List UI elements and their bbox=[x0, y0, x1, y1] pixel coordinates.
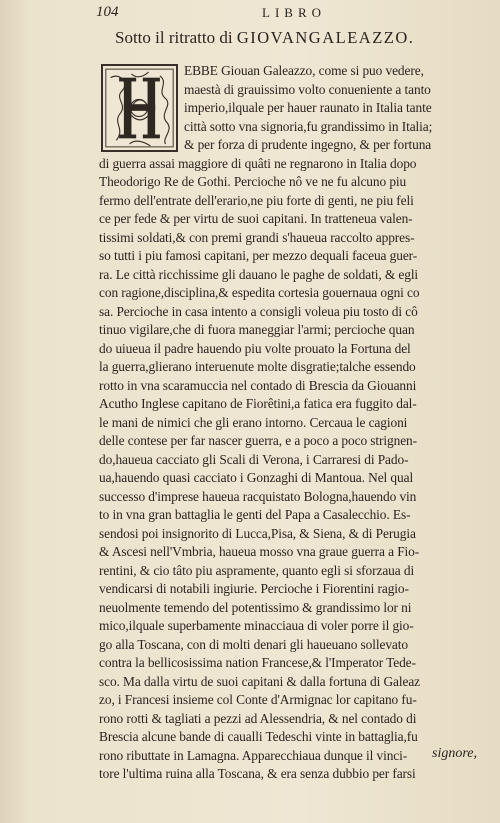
running-head bbox=[0, 4, 500, 24]
text-line: so tutti i piu famosi capitani, per mezzo dequali faceua guer- bbox=[99, 248, 418, 263]
text-line: mico,ilquale superbamente minacciaua di voler porre il gio- bbox=[99, 618, 414, 633]
text-line: EBBE Giouan Galeazzo, come si puo vedere, bbox=[184, 63, 424, 78]
text-line: tissimi soldati,& con premi grandi s'haueua raccolto appres- bbox=[99, 229, 415, 245]
text-line: ua,hauendo quasi cacciato i Gonzaghi di Mantoua. Nel qual bbox=[99, 470, 414, 485]
text-line: Theodorigo Re de Gothi. Percioche nô ve ne fu alcuno piu bbox=[99, 174, 407, 189]
text-line: go alla Toscana, con di molti denari gli haueuano sollevato bbox=[99, 636, 408, 652]
text-line: neuolmente temendo del potentissimo & grandissimo lor ni bbox=[99, 599, 412, 615]
text-line: le mani de nimici che gli erano intorno. Cercaua le cagioni bbox=[99, 414, 408, 430]
text-line: rentini, & cio tâto piu aspramente, quanto egli si sforzaua di bbox=[99, 562, 415, 578]
text-line: sa. Percioche in casa intento a consigli voleua piu tosto di cô bbox=[99, 303, 418, 319]
text-line: to in vna gran battaglia le genti del Papa a Casalecchio. Es- bbox=[99, 507, 411, 522]
text-line: di guerra assai maggiore di quâti ne regnarono in Italia dopo bbox=[99, 155, 417, 171]
text-line: & Ascesi nell'Vmbria, haueua mosso vna graue guerra a Fio- bbox=[99, 544, 420, 559]
text-line: rono rotti & tagliati a pezzi ad Alessendria, & nel contado di bbox=[99, 710, 417, 726]
text-line: zo, i Francesi insieme col Conte d'Armignac lor capitano fu- bbox=[99, 692, 417, 707]
text-line: successo d'imprese haueua racquistato Bologna,hauendo vin bbox=[99, 488, 417, 504]
section-title-prefix: Sotto il ritratto di bbox=[115, 28, 237, 47]
text-line: la guerra,glierano interuenute molte disgratie;talche essendo bbox=[99, 359, 416, 374]
text-line: vendicarsi di notabili ingiurie. Percioche i Fiorentini ragio- bbox=[99, 581, 409, 596]
text-line: do uiueua il padre hauendo piu volte prouato la Fortuna del bbox=[99, 340, 411, 356]
text-line: sco. Ma dalla virtu de suoi capitani & dalla fortuna di Galeaz bbox=[99, 673, 421, 689]
text-line: con ragione,disciplina,& espedita cortesia gouernaua ogni co bbox=[99, 285, 420, 300]
text-line: Acutho Inglese capitano de Fiorêtini,a fatica era fuggito dal- bbox=[99, 396, 417, 411]
text-line: ra. Le città ricchissime gli dauano le paghe de soldati, & egli bbox=[99, 266, 419, 282]
text-line: rotto in vna scaramuccia nel contado di Brescia da Giouanni bbox=[99, 377, 417, 393]
running-title: LIBRO bbox=[262, 5, 326, 20]
text-line: tore l'ultima ruina alla Toscana, & era senza dubbio per farsi bbox=[99, 766, 416, 781]
page-number: 104 bbox=[96, 4, 119, 20]
text-line: tinuo vigilare,che di fuora maneggiar l'armi; percioche quan bbox=[99, 322, 415, 337]
text-line: maestà di grauissimo volto conueniente a tanto bbox=[184, 81, 431, 97]
text-line: città sotto vna signoria,fu grandissimo in Italia; bbox=[184, 118, 433, 134]
section-title-name: GIOVANGALEAZZO. bbox=[236, 28, 415, 47]
text-line: imperio,ilquale per hauer raunato in Italia tante bbox=[184, 100, 432, 115]
text-line: ce per fede & per virtu de suoi capitani. In tratteneua valen- bbox=[99, 211, 413, 226]
catchword: signore, bbox=[432, 746, 477, 761]
text-line: fermo dell'entrate dell'erario,ne piu forte di genti, ne piu feli bbox=[99, 192, 414, 208]
text-line: contra la bellicosissima nation Francese,& l'Imperator Tede- bbox=[99, 655, 416, 670]
text-line: delle contese per far nascer guerra, e a poco a poco strignen- bbox=[99, 433, 417, 448]
text-line: Brescia alcune bande di caualli Tedeschi vinte in battaglia,fu bbox=[99, 729, 418, 744]
text-line: & per forza di prudente ingegno, & per fortuna bbox=[184, 137, 432, 152]
text-line: sendosi poi insignorito di Lucca,Pisa, & Siena, & di Perugia bbox=[99, 525, 416, 541]
section-title bbox=[115, 28, 414, 48]
text-line: do,haueua cacciato gli Scali di Verona, i Carraresi di Pado- bbox=[99, 451, 409, 467]
text-line: rono ributtate in Lamagna. Apparecchiaua dunque il vinci- bbox=[99, 747, 408, 763]
decorated-initial-h bbox=[101, 64, 178, 152]
